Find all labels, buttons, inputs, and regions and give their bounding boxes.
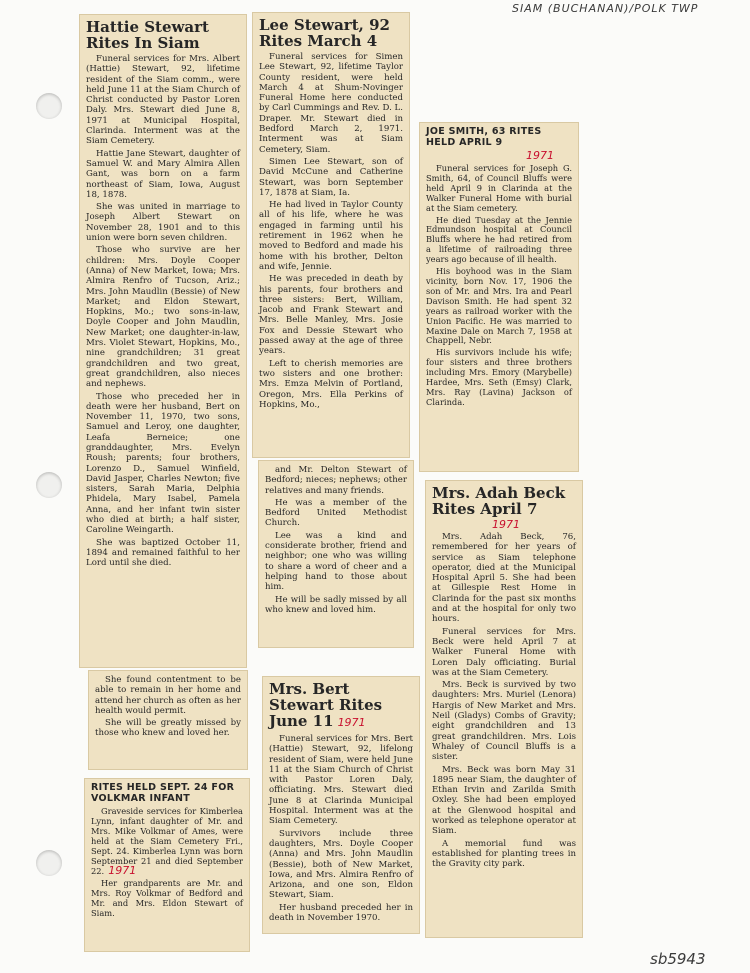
- paragraph: He will be sadly missed by all who knew and loved him.: [265, 594, 407, 615]
- clipping-lee-continued: [258, 460, 414, 648]
- handwritten-year: 1971: [108, 864, 137, 878]
- paragraph: Hattie Jane Stewart, daughter of Samuel W. and Mary Almira Allen Gant, was born on a farm northeast of Siam, Iowa, August 18, 1878.: [86, 148, 240, 200]
- punch-hole: [36, 93, 62, 119]
- clipping-hattie-stewart: [79, 14, 247, 668]
- clipping-headline: RITES HELD SEPT. 24 FOR VOLKMAR INFANT: [91, 782, 235, 804]
- paragraph: and Mr. Delton Stewart of Bedford; nieces; nephews; other relatives and many friends.: [265, 465, 407, 496]
- paragraph: She found contentment to be able to remain in her home and attend her church as often as her health would permit.: [95, 675, 241, 716]
- clipping-adah-beck: [425, 480, 583, 938]
- clipping-volkmar-infant: [84, 778, 250, 952]
- paragraph: She was united in marriage to Joseph Albert Stewart on November 28, 1901 and to this union were born seven children.: [86, 202, 240, 244]
- paragraph: She was baptized October 11, 1894 and remained faithful to her Lord until she died.: [86, 537, 240, 569]
- clipping-headline: Mrs. Bert Stewart Rites June 11 1971: [269, 680, 383, 730]
- handwritten-id: sb5943: [650, 950, 706, 968]
- handwritten-header: SIAM (BUCHANAN)/POLK TWP: [512, 2, 699, 15]
- clipping-joe-smith: [419, 122, 579, 472]
- paragraph: Those who survive are her children: Mrs. Doyle Cooper (Anna) of New Market, Iowa; Mrs. Almira Renfro of Tucson, Ariz.; Mrs. John Maudlin (Bessie) of New Market; and Eldon Stewart, Hopkins, Mo.; two sons-in-law, Doyle Cooper and John Maudlin, New Market; one daughter-in-law, Mrs. Violet Stewart, Hopkins, Mo., nine grandchildren; 31 great grandchildren and two great, great grandchildren, also nieces and nephews.: [86, 245, 240, 390]
- punch-hole: [36, 850, 62, 876]
- clipping-headline: Hattie Stewart Rites In Siam: [86, 18, 209, 52]
- paragraph: She will be greatly missed by those who knew and loved her.: [95, 718, 241, 739]
- paragraph: A memorial fund was established for planting trees in the Gravity city park.: [432, 838, 576, 870]
- paragraph: Funeral services for Mrs. Albert (Hattie) Stewart, 92, lifetime resident of the Siam comm., were held June 11 at the Siam Church of Christ conducted by Pastor Loren Daly. Mrs. Stewart died June 8, 1971 at Municipal Hospital, Clarinda. Interment was at the Siam Cemetery.: [86, 54, 240, 147]
- paragraph: Her grandparents are Mr. and Mrs. Roy Volkmar of Bedford and Mr. and Mrs. Eldon Stewart of Siam.: [91, 878, 243, 919]
- clipping-bert-stewart: [262, 676, 420, 934]
- paragraph: Mrs. Beck is survived by two daughters: Mrs. Muriel (Lenora) Hargis of New Market and Mrs. Neil (Gladys) Combs of Gravity; eight grandchildren and 13 great grandchildren. Mrs. Lois Whaley of Council Bluffs is a sister.: [432, 680, 576, 763]
- paragraph: Lee was a kind and considerate brother, friend and neighbor; one who was willing to share a word of cheer and a helping hand to those about him.: [265, 530, 407, 593]
- paragraph: He had lived in Taylor County all of his life, where he was engaged in farming until his retirement in 1962 when he moved to Bedford and made his home with his brother, Delton and wife, Jennie.: [259, 200, 403, 272]
- paragraph: Simen Lee Stewart, son of David McCune and Catherine Stewart, was born September 17, 1878 at Siam, Ia.: [259, 156, 403, 198]
- paragraph: He was a member of the Bedford United Methodist Church.: [265, 497, 407, 529]
- paragraph: Funeral services for Joseph G. Smith, 64, of Council Bluffs were held April 9 in Clarinda at the Walker Funeral Home with burial at the Siam cemetery.: [426, 163, 572, 213]
- paragraph: Funeral services for Mrs. Beck were held April 7 at Walker Funeral Home with Loren Daly officiating. Burial was at the Siam Cemetery.: [432, 626, 576, 678]
- clipping-hattie-continued: [88, 670, 248, 770]
- paragraph: His boyhood was in the Siam vicinity, born Nov. 17, 1906 the son of Mr. and Mrs. Ira and Pearl Davison Smith. He had spent 32 years as railroad worker with the Union Pacific. He was married to Maxine Dale on March 7, 1958 at Chappell, Nebr.: [426, 266, 572, 346]
- clipping-headline: JOE SMITH, 63 RITES HELD APRIL 9: [426, 126, 542, 148]
- handwritten-year: 1971: [337, 716, 366, 729]
- paragraph: Funeral services for Simen Lee Stewart, 92, lifetime Taylor County resident, were held March 4 at Shum-Novinger Funeral Home here conducted by Carl Cummings and Rev. D. L. Draper. Mr. Stewart died in Bedford March 2, 1971. Interment was at Siam Cemetery, Siam.: [259, 52, 403, 155]
- handwritten-year: 1971: [526, 149, 554, 162]
- paragraph: Left to cherish memories are two sisters and one brother: Mrs. Emza Melvin of Portland, Oregon, Mrs. Ella Perkins of Hopkins, Mo.,: [259, 358, 403, 410]
- paragraph: Those who preceded her in death were her husband, Bert on November 11, 1970, two sons, Samuel and Leroy, one daughter, Leafa Berneice; one granddaughter, Mrs. Evelyn Roush; parents; four brothers, Lorenzo D., Samuel Winfield, David Jasper, Charles Newton; five sisters, Sarah Maria, Delphia Phidela, Mary Isabel, Pamela Anna, and her infant twin sister who died at birth; a half sister, Caroline Weingarth.: [86, 391, 240, 536]
- paragraph: Survivors include three daughters, Mrs. Doyle Cooper (Anna) and Mrs. John Maudlin (Bessie), both of New Market, Iowa, and Mrs. Almira Renfro of Arizona, and one son, Eldon Stewart, Siam.: [269, 828, 413, 901]
- paragraph: Mrs. Beck was born May 31 1895 near Siam, the daughter of Ethan Irvin and Zarilda Smith Oxley. She had been employed at the Glenwood hospital and worked as telephone operator at Siam.: [432, 764, 576, 837]
- paragraph: Her husband preceded her in death in November 1970.: [269, 902, 413, 924]
- clipping-headline: Lee Stewart, 92 Rites March 4: [259, 16, 390, 50]
- paragraph: Graveside services for Kimberlea Lynn, infant daughter of Mr. and Mrs. Mike Volkmar of Ames, were held at the Siam Cemetery Fri., Sept. 24. Kimberlea Lynn was born September 21 and died September 22. 1971: [91, 806, 243, 878]
- paragraph: He was preceded in death by his parents, four brothers and three sisters: Bert, William, Jacob and Frank Stewart and Mrs. Belle Manley, Mrs. Josie Fox and Dessie Stewart who passed away at the age of three years.: [259, 274, 403, 357]
- paragraph: Mrs. Adah Beck, 76, remembered for her years of service as Siam telephone operator, died at the Municipal Hospital April 5. She had been at Gillespie Rest Home in Clarinda for the past six months and at the hospital for only two hours.: [432, 532, 576, 625]
- handwritten-year: 1971: [492, 518, 520, 531]
- paragraph: Funeral services for Mrs. Bert (Hattie) Stewart, 92, lifelong resident of Siam, were held June 11 at the Siam Church of Christ with Pastor Loren Daly, officiating. Mrs. Stewart died June 8 at Clarinda Municipal Hospital. Interment was at the Siam Cemetery.: [269, 734, 413, 827]
- punch-hole: [36, 472, 62, 498]
- paragraph: He died Tuesday at the Jennie Edmundson hospital at Council Bluffs where he had retired from a lifetime of railroading three years ago because of ill health.: [426, 214, 572, 265]
- paragraph: His survivors include his wife; four sisters and three brothers including Mrs. Emory (Marybelle) Hardee, Mrs. Seth (Emsy) Clark, Mrs. Ray (Lavina) Jackson of Clarinda.: [426, 347, 572, 407]
- clipping-headline: Mrs. Adah Beck Rites April 7: [432, 484, 566, 518]
- clipping-lee-stewart: [252, 12, 410, 458]
